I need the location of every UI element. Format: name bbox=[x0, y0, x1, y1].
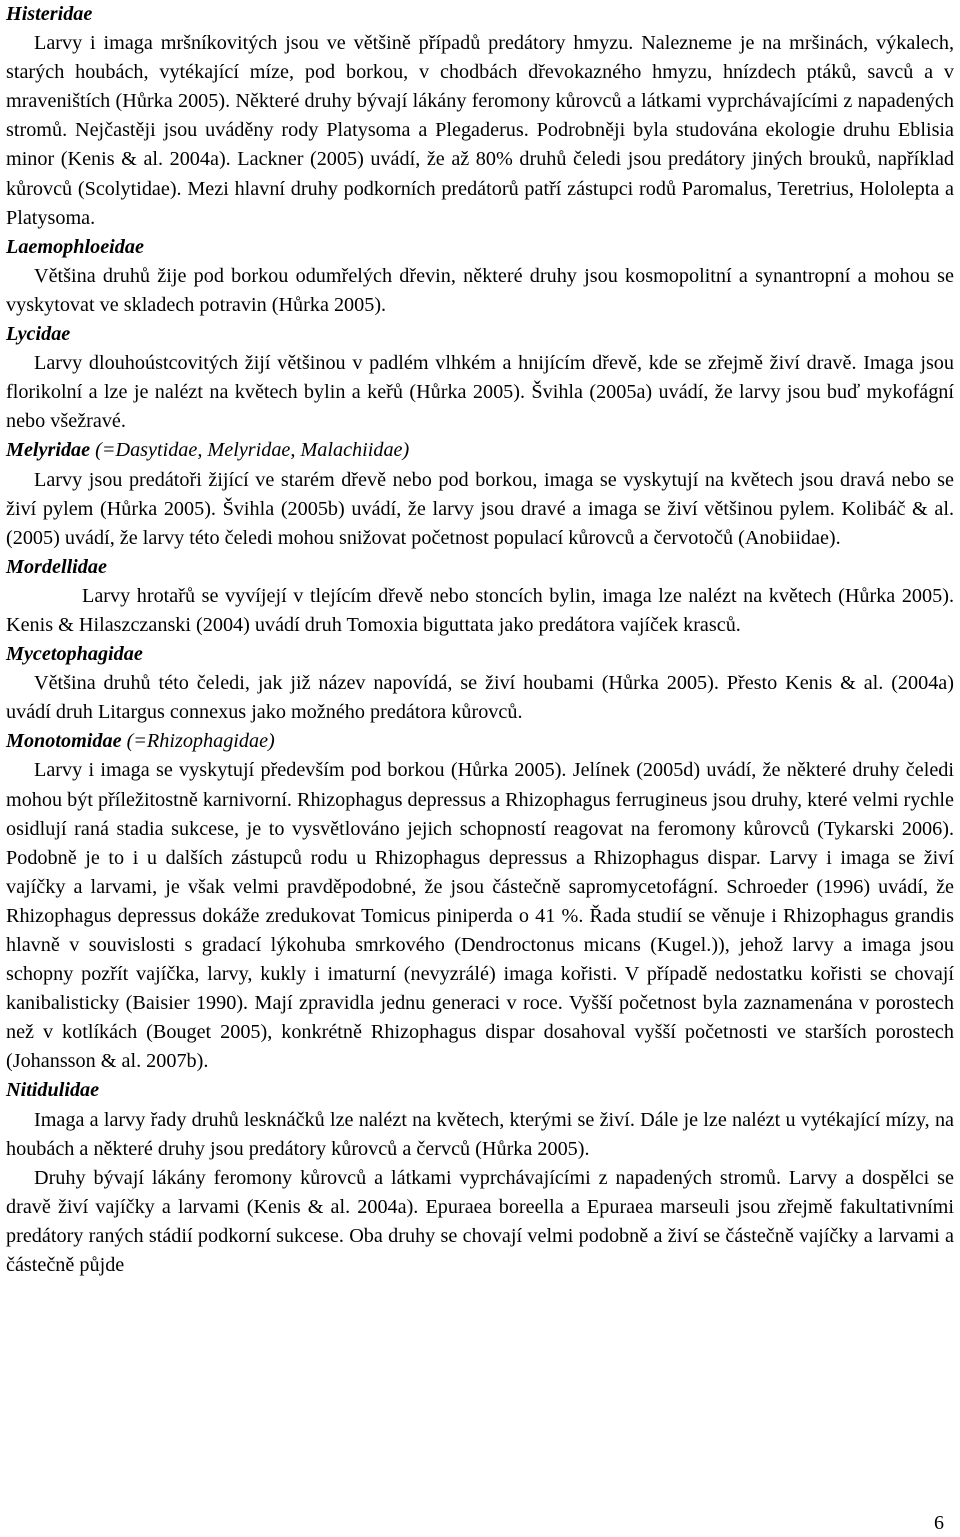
section-heading: Histeridae bbox=[6, 3, 93, 25]
section-paragraph: Larvy hrotařů se vyvíjejí v tlejícím dřevě nebo stoncích bylin, imaga lze nalézt na květech (Hůrka 2005). Kenis & Hilaszczanski (2004) uvádí druh Tomoxia biguttata jako predátora vajíček krasců. bbox=[6, 584, 954, 636]
section-paragraph: Larvy dlouhoústcovitých žijí většinou v padlém vlhkém a hnijícím dřevě, kde se zřejmě živí dravě. Imaga jsou florikolní a lze je nalézt na květech bylin a keřů (Hůrka 2005). Švihla (2005a) uvádí, že larvy jsou buď mykofágní nebo všežravé. bbox=[6, 352, 954, 433]
section-heading: Mycetophagidae bbox=[6, 643, 143, 666]
section-heading: Lycidae bbox=[6, 323, 71, 346]
section-paragraph: Většina druhů žije pod borkou odumřelých dřevin, některé druhy jsou kosmopolitní a synantropní a mohou se vyskytovat ve skladech potravin (Hůrka 2005). bbox=[6, 264, 954, 316]
section-heading: Laemophloeidae bbox=[6, 235, 144, 258]
section-heading: Melyridae (=Dasytidae, Melyridae, Malachiidae) bbox=[6, 439, 410, 462]
section-heading: Mordellidae bbox=[6, 555, 107, 578]
section-paragraph: Larvy i imaga mršníkovitých jsou ve většině případů predátory hmyzu. Nalezneme je na mršinách, výkalech, starých houbách, vytékající míze, pod borkou, v chodbách dřevokazného hmyzu, hnízdech ptáků, savců a v mraveništích (Hůrka 2005). Některé druhy bývají lákány feromony kůrovců a látkami vyprchávajícími z napadených stromů. Nejčastěji jsou uváděny rody Platysoma a Plegaderus. Podrobněji byla studována ekologie druhu Eblisia minor (Kenis & al. 2004a). Lackner (2005) uvádí, že až 80% druhů čeledi jsou predátory jiných brouků, například kůrovců (Scolytidae). Mezi hlavní druhy podkorních predátorů patří zástupci rodů Paromalus, Teretrius, Hololepta a Platysoma. bbox=[6, 32, 954, 229]
section-paragraph: Většina druhů této čeledi, jak již název napovídá, se živí houbami (Hůrka 2005). Přesto Kenis & al. (2004a) uvádí druh Litargus connexus jako možného predátora kůrovců. bbox=[6, 672, 954, 724]
page-number: 6 bbox=[934, 1512, 944, 1534]
section-paragraph: Larvy jsou predátoři žijící ve starém dřevě nebo pod borkou, imaga se vyskytují na květech jsou dravá nebo se živí pylem (Hůrka 2005). Švihla (2005b) uvádí, že larvy jsou dravé a imaga se živí většinou pylem. Kolibáč & al. (2005) uvádí, že larvy této čeledi mohou snižovat početnost populací kůrovců a červotočů (Anobiidae). bbox=[6, 468, 954, 549]
section-paragraph: Larvy i imaga se vyskytují především pod borkou (Hůrka 2005). Jelínek (2005d) uvádí, že některé druhy čeledi mohou být příležitostně karnivorní. Rhizophagus depressus a Rhizophagus ferrugineus jsou druhy, které velmi rychle osidlují raná stadia sukcese, je to vysvětlováno jejich schopností reagovat na feromony kůrovců (Tykarski 2006). Podobně je to i u dalších zástupců rodu u Rhizophagus depressus a Rhizophagus dispar. Larvy i imaga se živí vajíčky a larvami, je však velmi pravděpodobné, že jsou částečně sapromycetofágní. Schroeder (1996) uvádí, že Rhizophagus depressus dokáže zredukovat Tomicus piniperda o 41 %. Řada studií se věnuje i Rhizophagus grandis hlavně v souvislosti s gradací lýkohuba smrkového (Dendroctonus micans (Kugel.)), jehož larvy a imaga jsou schopny pozřít vajíčka, larvy, kukly i imaturní (nevyzrálé) imaga kořisti. V případě nedostatku kořisti se chovají kanibalisticky (Baisier 1990). Mají zpravidla jednu generaci v roce. Vyšší početnost byla zaznamenána v porostech než v kotlíkách (Bouget 2005), konkrétně Rhizophagus dispar dosahoval vyšší početnosti ve starších porostech (Johansson & al. 2007b). bbox=[6, 759, 954, 1073]
section-heading: Monotomidae (=Rhizophagidae) bbox=[6, 730, 275, 753]
section-paragraph: Druhy bývají lákány feromony kůrovců a látkami vyprchávajícími z napadených stromů. Larvy a dospělci se dravě živí vajíčky a larvami (Kenis & al. 2004a). Epuraea boreella a Epuraea marseuli jsou zřejmě fakultativními predátory raných stádií podkorní sukcese. Oba druhy se chovají velmi podobně a živí se částečně vajíčky a larvami a částečně půjde bbox=[6, 1166, 954, 1277]
section-heading-synonyms: (=Rhizophagidae) bbox=[126, 730, 275, 753]
section-heading-synonyms: (=Dasytidae, Melyridae, Malachiidae) bbox=[95, 439, 410, 462]
section-paragraph: Imaga a larvy řady druhů lesknáčků lze nalézt na květech, kterými se živí. Dále je lze nalézt u vytékající mízy, na houbách a některé druhy jsou predátory kůrovců a červců (Hůrka 2005). bbox=[6, 1108, 954, 1160]
section-heading: Nitidulidae bbox=[6, 1079, 100, 1102]
